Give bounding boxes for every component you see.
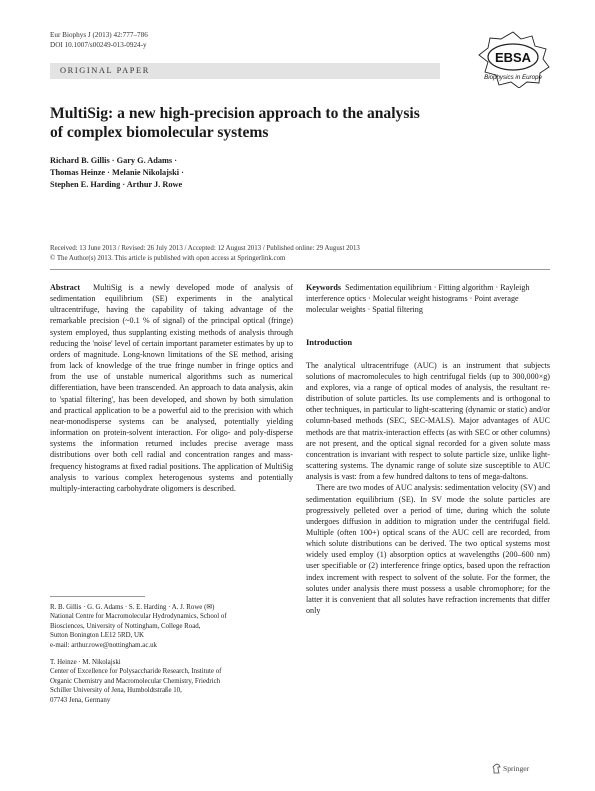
affiliation-2-line-4: 07743 Jena, Germany bbox=[50, 696, 111, 704]
affiliation-2-line-1: Center of Excellence for Polysaccharide Research, Institute of bbox=[50, 668, 222, 676]
affiliation-1-line-3: Sutton Bonington LE12 5RD, UK bbox=[50, 632, 144, 640]
author-line-1: Richard B. Gillis · Gary G. Adams · bbox=[50, 156, 178, 165]
logo-text: EBSA bbox=[494, 50, 532, 65]
affiliations bbox=[50, 603, 293, 705]
logo-subtext: Biophysics in Europe bbox=[484, 74, 542, 81]
journal-citation bbox=[50, 30, 148, 50]
affiliation-2-line-3: Schiller University of Jena, Humboldtstraße 10, bbox=[50, 687, 182, 695]
affiliation-1-line-1: National Centre for Macromolecular Hydrodynamics, School of bbox=[50, 613, 227, 621]
affiliation-1-email[interactable]: e-mail: arthur.rowe@nottingham.ac.uk bbox=[50, 641, 157, 649]
article-type-banner: ORIGINAL PAPER bbox=[50, 63, 440, 79]
introduction-paragraph-1: The analytical ultracentrifuge (AUC) is an instrument that subjects solutions of macromolecules to high centrifugal fields (up to 300,000×g) and explores, via a range of optical modes of analysis, the resultant re-distribution of solute particles. Its use complements and is orthogonal to other techniques, in particular to light-scattering (dynamic or static) and/or column-based methods (SEC, SEC-MALS). Major advantages of AUC methods are that matrix-interaction effects (as with SEC or other columns) are not present, and the optical signal recorded for a given solute mass concentration is invariant with respect to solute particle size, unlike light-scattering systems. The dynamic range of solute size susceptible to AUC analysis is vast: from a few hundred daltons to tens of mega-daltons. bbox=[306, 360, 550, 482]
keywords-text: Sedimentation equilibrium · Fitting algorithm · Rayleigh interference optics · Molecular weight histograms · Point average molecular weights · Spatial filtering bbox=[306, 283, 530, 315]
publication-history bbox=[50, 244, 550, 263]
affiliation-2-authors: T. Heinze · M. Nikolajski bbox=[50, 659, 121, 667]
open-access-notice: © The Author(s) 2013. This article is published with open access at Springerlink.com bbox=[50, 254, 286, 262]
publisher-name: Springer bbox=[503, 764, 530, 773]
abstract-paragraph bbox=[50, 282, 293, 494]
keywords-paragraph bbox=[306, 282, 550, 315]
affiliation-divider bbox=[50, 596, 145, 597]
right-column bbox=[306, 282, 550, 616]
author-line-2: Thomas Heinze · Melanie Nikolajski · bbox=[50, 168, 184, 177]
springer-horse-icon bbox=[492, 763, 501, 774]
abstract-label: Abstract bbox=[50, 283, 81, 292]
affiliation-1-line-2: Biosciences, University of Nottingham, College Road, bbox=[50, 622, 201, 630]
paper-title bbox=[50, 104, 520, 142]
journal-line: Eur Biophys J (2013) 42:777–786 bbox=[50, 31, 148, 39]
author-list bbox=[50, 155, 310, 191]
author-line-3: Stephen E. Harding · Arthur J. Rowe bbox=[50, 180, 183, 189]
affiliation-1-authors: R. B. Gillis · G. G. Adams · S. E. Harding · A. J. Rowe (✉) bbox=[50, 604, 215, 611]
left-column bbox=[50, 282, 293, 494]
title-line-1: MultiSig: a new high-precision approach to the analysis bbox=[50, 105, 420, 122]
abstract-text: MultiSig is a newly developed mode of analysis of sedimentation equilibrium (SE) experiments in the analytical ultracentrifuge, having the capability of taking advantage of the remarkable precision (~0.1 % of signal) of the principal optical (fringe) system employed, thus supplanting existing methods of analysis through reducing the 'noise' level of certain important parameter estimates by up to orders of magnitude. Long-known limitations of the SE method, arising from lack of knowledge of the true fringe number in fringe optics and from the use of unstable numerical algorithms such as numerical differentiation, have been transcended. An approach to data analysis, akin to 'spatial filtering', has been developed, and shown by both simulation and practical application to be a powerful aid to the precision with which near-monodisperse systems can be analysed, potentially yielding information on protein-solvent interaction. For oligo- and poly-disperse systems the information returned includes precise average mass distributions over both cell radial and concentration ranges and mass-frequency histograms at fixed radial positions. The application of MultiSig analysis to various complex heterogenous systems and potentially multiply-interacting carbohydrate oligomers is described. bbox=[50, 283, 294, 493]
affiliation-2-line-2: Organic Chemistry and Macromolecular Chemistry, Friedrich bbox=[50, 677, 221, 685]
header-divider bbox=[50, 269, 550, 270]
introduction-paragraph-2: There are two modes of AUC analysis: sedimentation velocity (SV) and sedimentation equilibrium (SE). In SV mode the solute particles are progressively pelleted over a period of time, during which the solute undergoes diffusion in addition to migration under the centrifugal field. Multiple (often 100+) optical scans of the AUC cell are recorded, from which solute distributions can be derived. The two optical systems most widely used employ (1) absorption optics at wavelengths (200–600 nm) user specifiable or (2) interference fringe optics, based upon the refraction index increment with respect to solvent of the solute. For the former, the solutes under analysis there must possess a usable chromophore; for the latter it is convenient that all solutes have refraction increments that differ only bbox=[306, 483, 550, 616]
history-dates: Received: 13 June 2013 / Revised: 26 July 2013 / Accepted: 12 August 2013 / Published online: 29 August 2013 bbox=[50, 245, 360, 252]
doi-line[interactable]: DOI 10.1007/s00249-013-0924-y bbox=[50, 41, 147, 49]
introduction-heading: Introduction bbox=[306, 337, 353, 348]
keywords-label: Keywords bbox=[306, 283, 342, 292]
title-line-2: of complex biomolecular systems bbox=[50, 124, 269, 141]
ebsa-logo bbox=[471, 30, 555, 88]
